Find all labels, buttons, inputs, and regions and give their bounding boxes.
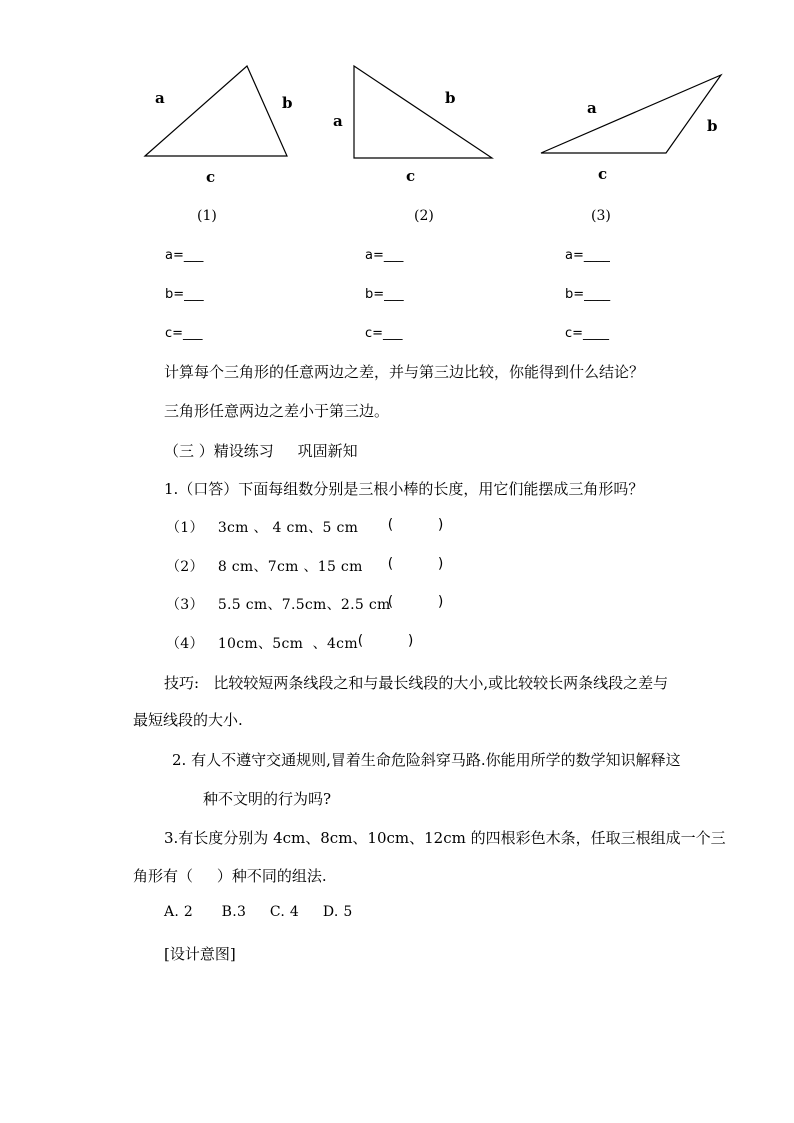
figure-3-caption: (3): [591, 208, 611, 224]
triangle-3-side-c: c: [598, 165, 608, 183]
triangle-2-shape: [354, 66, 492, 158]
triangle-1: [145, 66, 293, 186]
blank-1-c: c=___: [165, 326, 203, 341]
q1-item-3-text: 5.5 cm、7.5cm、2.5 cm: [217, 597, 391, 613]
q1-item-3-answer: ( ): [386, 594, 446, 610]
triangle-2-side-a: a: [333, 112, 343, 130]
triangle-3-shape: [541, 75, 721, 153]
triangle-2: [333, 66, 492, 185]
tip-line-1: 技巧: 比较较短两条线段之和与最长线段的大小,或比较较长两条线段之差与: [164, 674, 669, 692]
q2-line-2: 种不文明的行为吗?: [203, 790, 332, 808]
triangle-3-side-b: b: [707, 117, 718, 135]
triangle-2-side-b: b: [445, 89, 456, 107]
triangle-1-side-c: c: [206, 168, 216, 186]
triangle-3-side-a: a: [587, 99, 597, 117]
q2-line-1: 2. 有人不遵守交通规则,冒着生命危险斜穿马路.你能用所学的数学知识解释这: [172, 751, 681, 769]
triangle-1-side-a: a: [155, 89, 165, 107]
blank-3-c: c=____: [565, 326, 610, 341]
q1-item-1-num: （1）: [166, 520, 204, 536]
q1-stem: 1.（口答）下面每组数分别是三根小棒的长度，用它们能摆成三角形吗？: [164, 480, 644, 498]
q1-item-2-num: （2）: [166, 559, 204, 575]
q1-item-2-text: 8 cm、7cm 、15 cm: [217, 559, 363, 575]
q1-item-1-text: 3cm 、 4 cm、5 cm: [217, 520, 359, 536]
q3-options: A. 2 B.3 C. 4 D. 5: [164, 904, 353, 920]
blank-1-a: a=___: [165, 248, 204, 263]
q1-item-4-num: （4）: [166, 636, 204, 652]
q1-item-3: [166, 594, 391, 614]
blank-2-c: c=___: [365, 326, 403, 341]
triangle-figures: [0, 0, 794, 240]
design-intent-heading: [设计意图]: [164, 945, 236, 963]
blank-3-b: b=____: [565, 287, 611, 302]
conclusion-text: 三角形任意两边之差小于第三边。: [164, 402, 390, 420]
question-compute: 计算每个三角形的任意两边之差，并与第三边比较，你能得到什么结论？: [164, 363, 645, 381]
q1-item-4: [166, 633, 358, 653]
q1-item-1-answer: ( ): [386, 517, 446, 533]
q3-line-1: 3.有长度分别为 4cm、8cm、10cm、12cm 的四根彩色木条，任取三根组成一个三: [164, 829, 726, 847]
blank-1-b: b=___: [165, 287, 204, 302]
q1-item-4-text: 10cm、5cm 、4cm: [217, 636, 358, 652]
figure-2-caption: (2): [414, 208, 434, 224]
blank-2-b: b=___: [365, 287, 404, 302]
blank-2-a: a=___: [365, 248, 404, 263]
triangle-1-side-b: b: [282, 94, 293, 112]
tip-line-2: 最短线段的大小.: [133, 711, 243, 729]
triangle-3: [541, 75, 721, 183]
q1-item-4-answer: ( ): [356, 633, 416, 649]
q1-item-3-num: （3）: [166, 597, 204, 613]
blank-3-a: a=____: [565, 248, 610, 263]
section-title: （三 ）精设练习 巩固新知: [164, 442, 358, 460]
q1-item-2: [166, 556, 363, 576]
triangle-1-shape: [145, 66, 287, 156]
q1-item-2-answer: ( ): [386, 556, 446, 572]
q3-line-2: 角形有（ ）种不同的组法.: [133, 867, 327, 885]
figure-1-caption: (1): [197, 208, 217, 224]
triangle-2-side-c: c: [406, 167, 416, 185]
q1-item-1: [166, 517, 358, 537]
